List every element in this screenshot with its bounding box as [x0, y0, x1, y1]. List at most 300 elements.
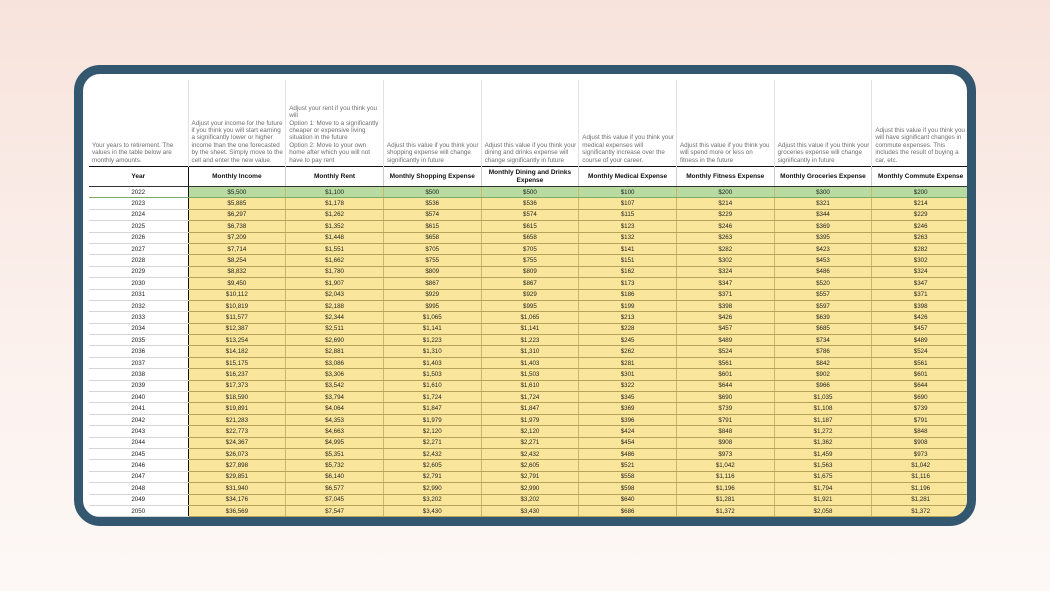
cell-monthly-income[interactable]: $10,819 — [188, 300, 286, 311]
year-cell[interactable]: 2035 — [89, 335, 188, 346]
cell-monthly-shopping-expense[interactable]: $755 — [383, 255, 481, 266]
cell-monthly-commute-expense[interactable]: $791 — [872, 414, 970, 425]
cell-monthly-income[interactable]: $24,367 — [188, 437, 286, 448]
cell-monthly-commute-expense[interactable]: $973 — [872, 448, 970, 459]
cell-monthly-fitness-expense[interactable]: $1,470 — [676, 517, 774, 526]
cell-monthly-rent[interactable]: $1,907 — [286, 278, 384, 289]
cell-monthly-dining-and-drinks-expense[interactable]: $809 — [481, 266, 579, 277]
projection-rows — [89, 187, 970, 527]
cell-monthly-shopping-expense[interactable]: $1,141 — [383, 323, 481, 334]
cell-monthly-fitness-expense[interactable]: $302 — [676, 255, 774, 266]
cell-monthly-medical-expense[interactable]: $107 — [579, 198, 677, 209]
year-cell[interactable]: 2050 — [89, 505, 188, 516]
cell-monthly-rent[interactable]: $1,352 — [286, 221, 384, 232]
table-row — [89, 289, 970, 300]
cell-monthly-dining-and-drinks-expense[interactable]: $500 — [481, 187, 579, 198]
cell-monthly-dining-and-drinks-expense[interactable]: $929 — [481, 289, 579, 300]
cell-monthly-dining-and-drinks-expense[interactable]: $2,605 — [481, 460, 579, 471]
year-cell[interactable]: 2028 — [89, 255, 188, 266]
cell-monthly-medical-expense[interactable]: $640 — [579, 494, 677, 505]
cell-monthly-medical-expense[interactable]: $162 — [579, 266, 677, 277]
cell-monthly-medical-expense[interactable]: $123 — [579, 221, 677, 232]
cell-monthly-dining-and-drinks-expense[interactable]: $2,791 — [481, 471, 579, 482]
cell-monthly-commute-expense[interactable]: $263 — [872, 232, 970, 243]
cell-monthly-income[interactable]: $8,832 — [188, 266, 286, 277]
cell-monthly-groceries-expense[interactable]: $1,272 — [774, 426, 872, 437]
cell-monthly-medical-expense[interactable]: $686 — [579, 505, 677, 516]
cell-monthly-shopping-expense[interactable]: $1,403 — [383, 357, 481, 368]
cell-monthly-medical-expense[interactable]: $735 — [579, 517, 677, 526]
cell-monthly-commute-expense[interactable]: $1,372 — [872, 505, 970, 516]
cell-monthly-groceries-expense[interactable]: $344 — [774, 209, 872, 220]
cell-monthly-medical-expense[interactable]: $199 — [579, 300, 677, 311]
year-cell[interactable]: 2031 — [89, 289, 188, 300]
cell-monthly-income[interactable]: $7,209 — [188, 232, 286, 243]
cell-monthly-dining-and-drinks-expense[interactable]: $1,141 — [481, 323, 579, 334]
note-monthly-income[interactable]: Adjust your income for the future if you think you will start earning a significantly lower or higher income than the one forecasted by the sheet. Simply move to the cell and enter the new value. — [188, 80, 286, 167]
cell-monthly-commute-expense[interactable]: $214 — [872, 198, 970, 209]
cell-monthly-commute-expense[interactable]: $426 — [872, 312, 970, 323]
cell-monthly-groceries-expense[interactable]: $966 — [774, 380, 872, 391]
cell-monthly-shopping-expense[interactable]: $3,202 — [383, 494, 481, 505]
cell-monthly-fitness-expense[interactable]: $1,116 — [676, 471, 774, 482]
cell-monthly-income[interactable]: $22,773 — [188, 426, 286, 437]
year-cell[interactable]: 2039 — [89, 380, 188, 391]
cell-monthly-income[interactable]: $16,237 — [188, 369, 286, 380]
cell-monthly-commute-expense[interactable]: $1,281 — [872, 494, 970, 505]
cell-monthly-fitness-expense[interactable]: $1,196 — [676, 483, 774, 494]
year-cell[interactable]: 2026 — [89, 232, 188, 243]
cell-monthly-fitness-expense[interactable]: $908 — [676, 437, 774, 448]
cell-monthly-groceries-expense[interactable]: $1,187 — [774, 414, 872, 425]
cell-monthly-groceries-expense[interactable]: $1,563 — [774, 460, 872, 471]
cell-monthly-dining-and-drinks-expense[interactable]: $1,223 — [481, 335, 579, 346]
year-cell[interactable]: 2045 — [89, 448, 188, 459]
cell-monthly-income[interactable]: $9,450 — [188, 278, 286, 289]
cell-monthly-income[interactable]: $8,254 — [188, 255, 286, 266]
cell-monthly-commute-expense[interactable]: $246 — [872, 221, 970, 232]
cell-monthly-fitness-expense[interactable]: $347 — [676, 278, 774, 289]
note-monthly-medical-expense[interactable]: Adjust this value if you think your medical expenses will significantly increase over the course of your career. — [579, 80, 677, 167]
cell-monthly-fitness-expense[interactable]: $601 — [676, 369, 774, 380]
cell-monthly-groceries-expense[interactable]: $1,794 — [774, 483, 872, 494]
cell-monthly-dining-and-drinks-expense[interactable]: $755 — [481, 255, 579, 266]
cell-monthly-shopping-expense[interactable]: $3,675 — [383, 517, 481, 526]
cell-monthly-income[interactable]: $5,885 — [188, 198, 286, 209]
year-cell[interactable]: 2040 — [89, 392, 188, 403]
header-monthly-shopping-expense[interactable]: Monthly Shopping Expense — [383, 167, 481, 187]
cell-monthly-commute-expense[interactable]: $1,470 — [872, 517, 970, 526]
cell-monthly-rent[interactable]: $1,100 — [286, 187, 384, 198]
cell-monthly-medical-expense[interactable]: $262 — [579, 346, 677, 357]
cell-monthly-dining-and-drinks-expense[interactable]: $574 — [481, 209, 579, 220]
cell-monthly-medical-expense[interactable]: $132 — [579, 232, 677, 243]
cell-monthly-commute-expense[interactable]: $1,116 — [872, 471, 970, 482]
cell-monthly-income[interactable]: $6,738 — [188, 221, 286, 232]
cell-monthly-shopping-expense[interactable]: $867 — [383, 278, 481, 289]
table-row — [89, 221, 970, 232]
cell-monthly-commute-expense[interactable]: $644 — [872, 380, 970, 391]
cell-monthly-commute-expense[interactable]: $200 — [872, 187, 970, 198]
cell-monthly-shopping-expense[interactable]: $500 — [383, 187, 481, 198]
cell-monthly-commute-expense[interactable]: $908 — [872, 437, 970, 448]
year-cell[interactable]: 2041 — [89, 403, 188, 414]
year-cell[interactable]: 2051 — [89, 517, 188, 526]
cell-monthly-dining-and-drinks-expense[interactable]: $1,503 — [481, 369, 579, 380]
cell-monthly-commute-expense[interactable]: $229 — [872, 209, 970, 220]
cell-monthly-rent[interactable]: $1,551 — [286, 243, 384, 254]
cell-monthly-income[interactable]: $31,940 — [188, 483, 286, 494]
cell-monthly-commute-expense[interactable]: $457 — [872, 323, 970, 334]
column-header-row — [89, 167, 970, 187]
year-cell[interactable]: 2043 — [89, 426, 188, 437]
cell-monthly-groceries-expense[interactable]: $1,921 — [774, 494, 872, 505]
cell-monthly-medical-expense[interactable]: $424 — [579, 426, 677, 437]
cell-monthly-dining-and-drinks-expense[interactable]: $1,724 — [481, 392, 579, 403]
cell-monthly-commute-expense[interactable]: $324 — [872, 266, 970, 277]
cell-monthly-fitness-expense[interactable]: $791 — [676, 414, 774, 425]
cell-monthly-medical-expense[interactable]: $151 — [579, 255, 677, 266]
cell-monthly-commute-expense[interactable]: $690 — [872, 392, 970, 403]
cell-monthly-shopping-expense[interactable]: $658 — [383, 232, 481, 243]
cell-monthly-medical-expense[interactable]: $558 — [579, 471, 677, 482]
cell-monthly-income[interactable]: $7,714 — [188, 243, 286, 254]
note-year[interactable]: Your years to retirement. The values in the table below are monthly amounts. — [92, 141, 174, 164]
note-monthly-shopping-expense[interactable]: Adjust this value if you think your shopping expense will change significantly in future — [383, 80, 481, 167]
cell-monthly-groceries-expense[interactable]: $786 — [774, 346, 872, 357]
year-cell[interactable]: 2037 — [89, 357, 188, 368]
cell-monthly-dining-and-drinks-expense[interactable]: $2,432 — [481, 448, 579, 459]
cell-monthly-groceries-expense[interactable]: $321 — [774, 198, 872, 209]
cell-monthly-rent[interactable]: $2,043 — [286, 289, 384, 300]
cell-monthly-rent[interactable]: $1,448 — [286, 232, 384, 243]
header-monthly-commute-expense[interactable]: Monthly Commute Expense — [872, 167, 970, 187]
cell-monthly-commute-expense[interactable]: $601 — [872, 369, 970, 380]
cell-monthly-medical-expense[interactable]: $454 — [579, 437, 677, 448]
cell-monthly-fitness-expense[interactable]: $246 — [676, 221, 774, 232]
cell-monthly-dining-and-drinks-expense[interactable]: $2,990 — [481, 483, 579, 494]
cell-monthly-rent[interactable]: $1,262 — [286, 209, 384, 220]
cell-monthly-medical-expense[interactable]: $345 — [579, 392, 677, 403]
cell-monthly-dining-and-drinks-expense[interactable]: $3,430 — [481, 505, 579, 516]
cell-monthly-rent[interactable]: $7,045 — [286, 494, 384, 505]
cell-monthly-fitness-expense[interactable]: $214 — [676, 198, 774, 209]
cell-monthly-medical-expense[interactable]: $228 — [579, 323, 677, 334]
header-monthly-income[interactable]: Monthly Income — [188, 167, 286, 187]
cell-monthly-groceries-expense[interactable]: $2,058 — [774, 505, 872, 516]
cell-monthly-income[interactable]: $39,128 — [188, 517, 286, 526]
cell-monthly-dining-and-drinks-expense[interactable]: $1,847 — [481, 403, 579, 414]
cell-monthly-fitness-expense[interactable]: $1,281 — [676, 494, 774, 505]
cell-monthly-income[interactable]: $13,254 — [188, 335, 286, 346]
cell-monthly-income[interactable]: $5,500 — [188, 187, 286, 198]
cell-monthly-shopping-expense[interactable]: $809 — [383, 266, 481, 277]
year-cell[interactable]: 2027 — [89, 243, 188, 254]
cell-monthly-income[interactable]: $34,176 — [188, 494, 286, 505]
cell-monthly-groceries-expense[interactable]: $395 — [774, 232, 872, 243]
cell-monthly-groceries-expense[interactable]: $734 — [774, 335, 872, 346]
table-row — [89, 392, 970, 403]
cell-monthly-groceries-expense[interactable]: $423 — [774, 243, 872, 254]
cell-monthly-commute-expense[interactable]: $739 — [872, 403, 970, 414]
header-monthly-dining-and-drinks-expense[interactable]: Monthly Dining and Drinks Expense — [481, 167, 579, 187]
cell-monthly-dining-and-drinks-expense[interactable]: $705 — [481, 243, 579, 254]
header-year[interactable]: Year — [89, 167, 188, 187]
cell-monthly-dining-and-drinks-expense[interactable]: $1,610 — [481, 380, 579, 391]
note-monthly-commute-expense[interactable]: Adjust this value if you think you will have significant changes in commute expenses. This includes the result of buying a car, etc. — [872, 80, 970, 167]
year-cell[interactable]: 2034 — [89, 323, 188, 334]
table-row — [89, 266, 970, 277]
cell-monthly-fitness-expense[interactable]: $282 — [676, 243, 774, 254]
cell-monthly-shopping-expense[interactable]: $1,610 — [383, 380, 481, 391]
cell-monthly-dining-and-drinks-expense[interactable]: $615 — [481, 221, 579, 232]
table-row — [89, 494, 970, 505]
cell-monthly-rent[interactable]: $4,995 — [286, 437, 384, 448]
cell-monthly-medical-expense[interactable]: $486 — [579, 448, 677, 459]
cell-monthly-income[interactable]: $11,577 — [188, 312, 286, 323]
cell-monthly-commute-expense[interactable]: $561 — [872, 357, 970, 368]
year-cell[interactable]: 2033 — [89, 312, 188, 323]
cell-monthly-rent[interactable]: $5,351 — [286, 448, 384, 459]
cell-monthly-fitness-expense[interactable]: $426 — [676, 312, 774, 323]
cell-monthly-shopping-expense[interactable]: $1,847 — [383, 403, 481, 414]
cell-monthly-medical-expense[interactable]: $396 — [579, 414, 677, 425]
table-row — [89, 323, 970, 334]
year-cell[interactable]: 2046 — [89, 460, 188, 471]
cell-monthly-shopping-expense[interactable]: $1,979 — [383, 414, 481, 425]
cell-monthly-commute-expense[interactable]: $347 — [872, 278, 970, 289]
cell-monthly-income[interactable]: $6,297 — [188, 209, 286, 220]
cell-monthly-rent[interactable]: $6,140 — [286, 471, 384, 482]
cell-monthly-groceries-expense[interactable]: $1,108 — [774, 403, 872, 414]
cell-monthly-shopping-expense[interactable]: $3,430 — [383, 505, 481, 516]
cell-monthly-dining-and-drinks-expense[interactable]: $3,675 — [481, 517, 579, 526]
cell-monthly-rent[interactable]: $1,662 — [286, 255, 384, 266]
cell-monthly-groceries-expense[interactable]: $453 — [774, 255, 872, 266]
cell-monthly-dining-and-drinks-expense[interactable]: $1,403 — [481, 357, 579, 368]
cell-monthly-shopping-expense[interactable]: $615 — [383, 221, 481, 232]
year-cell[interactable]: 2025 — [89, 221, 188, 232]
cell-monthly-commute-expense[interactable]: $302 — [872, 255, 970, 266]
cell-monthly-income[interactable]: $29,851 — [188, 471, 286, 482]
cell-monthly-income[interactable]: $15,175 — [188, 357, 286, 368]
cell-monthly-rent[interactable]: $3,794 — [286, 392, 384, 403]
cell-monthly-rent[interactable]: $3,542 — [286, 380, 384, 391]
cell-monthly-rent[interactable]: $2,344 — [286, 312, 384, 323]
year-cell[interactable]: 2036 — [89, 346, 188, 357]
cell-monthly-medical-expense[interactable]: $141 — [579, 243, 677, 254]
cell-monthly-fitness-expense[interactable]: $524 — [676, 346, 774, 357]
cell-monthly-dining-and-drinks-expense[interactable]: $1,979 — [481, 414, 579, 425]
cell-monthly-shopping-expense[interactable]: $705 — [383, 243, 481, 254]
cell-monthly-commute-expense[interactable]: $489 — [872, 335, 970, 346]
cell-monthly-groceries-expense[interactable]: $2,205 — [774, 517, 872, 526]
cell-monthly-groceries-expense[interactable]: $1,362 — [774, 437, 872, 448]
cell-monthly-fitness-expense[interactable]: $848 — [676, 426, 774, 437]
cell-monthly-rent[interactable]: $4,353 — [286, 414, 384, 425]
year-cell[interactable]: 2030 — [89, 278, 188, 289]
cell-monthly-shopping-expense[interactable]: $1,223 — [383, 335, 481, 346]
cell-monthly-groceries-expense[interactable]: $520 — [774, 278, 872, 289]
cell-monthly-shopping-expense[interactable]: $929 — [383, 289, 481, 300]
cell-monthly-medical-expense[interactable]: $521 — [579, 460, 677, 471]
cell-monthly-medical-expense[interactable]: $598 — [579, 483, 677, 494]
cell-monthly-shopping-expense[interactable]: $574 — [383, 209, 481, 220]
cell-monthly-income[interactable]: $27,898 — [188, 460, 286, 471]
cell-monthly-groceries-expense[interactable]: $1,035 — [774, 392, 872, 403]
table-row — [89, 471, 970, 482]
cell-monthly-medical-expense[interactable]: $322 — [579, 380, 677, 391]
cell-monthly-fitness-expense[interactable]: $200 — [676, 187, 774, 198]
header-monthly-groceries-expense[interactable]: Monthly Groceries Expense — [774, 167, 872, 187]
cell-monthly-fitness-expense[interactable]: $489 — [676, 335, 774, 346]
year-cell[interactable]: 2042 — [89, 414, 188, 425]
cell-monthly-groceries-expense[interactable]: $1,459 — [774, 448, 872, 459]
cell-monthly-rent[interactable]: $7,547 — [286, 505, 384, 516]
cell-monthly-fitness-expense[interactable]: $1,042 — [676, 460, 774, 471]
cell-monthly-commute-expense[interactable]: $371 — [872, 289, 970, 300]
cell-monthly-rent[interactable]: $2,690 — [286, 335, 384, 346]
cell-monthly-shopping-expense[interactable]: $1,503 — [383, 369, 481, 380]
cell-monthly-shopping-expense[interactable]: $1,310 — [383, 346, 481, 357]
cell-monthly-income[interactable]: $17,373 — [188, 380, 286, 391]
cell-monthly-rent[interactable]: $1,178 — [286, 198, 384, 209]
cell-monthly-income[interactable]: $26,073 — [188, 448, 286, 459]
cell-monthly-rent[interactable]: $2,881 — [286, 346, 384, 357]
cell-monthly-income[interactable]: $12,387 — [188, 323, 286, 334]
header-monthly-rent[interactable]: Monthly Rent — [286, 167, 384, 187]
cell-monthly-fitness-expense[interactable]: $263 — [676, 232, 774, 243]
cell-monthly-shopping-expense[interactable]: $2,791 — [383, 471, 481, 482]
cell-monthly-medical-expense[interactable]: $115 — [579, 209, 677, 220]
cell-monthly-groceries-expense[interactable]: $369 — [774, 221, 872, 232]
cell-monthly-shopping-expense[interactable]: $2,120 — [383, 426, 481, 437]
cell-monthly-fitness-expense[interactable]: $739 — [676, 403, 774, 414]
cell-monthly-dining-and-drinks-expense[interactable]: $2,120 — [481, 426, 579, 437]
cell-monthly-shopping-expense[interactable]: $2,990 — [383, 483, 481, 494]
cell-monthly-rent[interactable]: $3,306 — [286, 369, 384, 380]
cell-monthly-groceries-expense[interactable]: $597 — [774, 300, 872, 311]
cell-monthly-groceries-expense[interactable]: $685 — [774, 323, 872, 334]
cell-monthly-dining-and-drinks-expense[interactable]: $1,310 — [481, 346, 579, 357]
year-cell[interactable]: 2047 — [89, 471, 188, 482]
cell-monthly-income[interactable]: $10,112 — [188, 289, 286, 300]
cell-monthly-fitness-expense[interactable]: $690 — [676, 392, 774, 403]
cell-monthly-dining-and-drinks-expense[interactable]: $536 — [481, 198, 579, 209]
cell-monthly-rent[interactable]: $4,663 — [286, 426, 384, 437]
cell-monthly-dining-and-drinks-expense[interactable]: $995 — [481, 300, 579, 311]
cell-monthly-dining-and-drinks-expense[interactable]: $1,065 — [481, 312, 579, 323]
cell-monthly-fitness-expense[interactable]: $371 — [676, 289, 774, 300]
year-cell[interactable]: 2044 — [89, 437, 188, 448]
cell-monthly-commute-expense[interactable]: $398 — [872, 300, 970, 311]
cell-monthly-medical-expense[interactable]: $186 — [579, 289, 677, 300]
cell-monthly-groceries-expense[interactable]: $486 — [774, 266, 872, 277]
cell-monthly-rent[interactable]: $5,732 — [286, 460, 384, 471]
year-cell[interactable]: 2023 — [89, 198, 188, 209]
header-monthly-medical-expense[interactable]: Monthly Medical Expense — [579, 167, 677, 187]
cell-monthly-income[interactable]: $21,283 — [188, 414, 286, 425]
cell-monthly-fitness-expense[interactable]: $1,372 — [676, 505, 774, 516]
table-row — [89, 505, 970, 516]
cell-monthly-medical-expense[interactable]: $213 — [579, 312, 677, 323]
cell-monthly-fitness-expense[interactable]: $229 — [676, 209, 774, 220]
cell-monthly-medical-expense[interactable]: $369 — [579, 403, 677, 414]
cell-monthly-medical-expense[interactable]: $245 — [579, 335, 677, 346]
cell-monthly-rent[interactable]: $4,064 — [286, 403, 384, 414]
year-cell[interactable]: 2038 — [89, 369, 188, 380]
year-cell[interactable]: 2024 — [89, 209, 188, 220]
cell-monthly-fitness-expense[interactable]: $457 — [676, 323, 774, 334]
cell-monthly-income[interactable]: $18,590 — [188, 392, 286, 403]
cell-monthly-dining-and-drinks-expense[interactable]: $658 — [481, 232, 579, 243]
cell-monthly-commute-expense[interactable]: $282 — [872, 243, 970, 254]
cell-monthly-shopping-expense[interactable]: $1,724 — [383, 392, 481, 403]
cell-monthly-commute-expense[interactable]: $524 — [872, 346, 970, 357]
cell-monthly-groceries-expense[interactable]: $1,675 — [774, 471, 872, 482]
cell-monthly-medical-expense[interactable]: $301 — [579, 369, 677, 380]
cell-monthly-shopping-expense[interactable]: $2,432 — [383, 448, 481, 459]
note-monthly-fitness-expense[interactable]: Adjust this value if you think you will spend more or less on fitness in the future — [676, 80, 774, 167]
cell-monthly-shopping-expense[interactable]: $1,065 — [383, 312, 481, 323]
cell-monthly-groceries-expense[interactable]: $842 — [774, 357, 872, 368]
cell-monthly-groceries-expense[interactable]: $300 — [774, 187, 872, 198]
cell-monthly-fitness-expense[interactable]: $973 — [676, 448, 774, 459]
note-monthly-dining-and-drinks-expense[interactable]: Adjust this value if you think your dining and drinks expense will change significantly in future — [481, 80, 579, 167]
year-cell[interactable]: 2029 — [89, 266, 188, 277]
cell-monthly-medical-expense[interactable]: $100 — [579, 187, 677, 198]
cell-monthly-income[interactable]: $14,182 — [188, 346, 286, 357]
cell-monthly-medical-expense[interactable]: $173 — [579, 278, 677, 289]
header-monthly-fitness-expense[interactable]: Monthly Fitness Expense — [676, 167, 774, 187]
retirement-expense-sheet — [89, 80, 970, 526]
cell-monthly-income[interactable]: $36,569 — [188, 505, 286, 516]
note-monthly-groceries-expense[interactable]: Adjust this value if you think your groceries expense will change significantly in future — [774, 80, 872, 167]
cell-monthly-fitness-expense[interactable]: $324 — [676, 266, 774, 277]
cell-monthly-rent[interactable]: $6,577 — [286, 483, 384, 494]
cell-monthly-fitness-expense[interactable]: $398 — [676, 300, 774, 311]
cell-monthly-commute-expense[interactable]: $848 — [872, 426, 970, 437]
cell-monthly-rent[interactable]: $2,188 — [286, 300, 384, 311]
cell-monthly-groceries-expense[interactable]: $902 — [774, 369, 872, 380]
cell-monthly-groceries-expense[interactable]: $639 — [774, 312, 872, 323]
year-cell[interactable]: 2049 — [89, 494, 188, 505]
cell-monthly-income[interactable]: $19,891 — [188, 403, 286, 414]
cell-monthly-dining-and-drinks-expense[interactable]: $3,202 — [481, 494, 579, 505]
cell-monthly-rent[interactable]: $3,086 — [286, 357, 384, 368]
note-monthly-rent[interactable]: Adjust your rent if you think you will Option 1: Move to a significantly cheaper or expensive living situation in the future Option 2: Move to your own home after which you will not have to pay rent — [286, 80, 384, 167]
year-cell[interactable]: 2032 — [89, 300, 188, 311]
cell-monthly-shopping-expense[interactable]: $995 — [383, 300, 481, 311]
table-row — [89, 380, 970, 391]
cell-monthly-groceries-expense[interactable]: $557 — [774, 289, 872, 300]
cell-monthly-shopping-expense[interactable]: $2,271 — [383, 437, 481, 448]
cell-monthly-shopping-expense[interactable]: $2,605 — [383, 460, 481, 471]
cell-monthly-shopping-expense[interactable]: $536 — [383, 198, 481, 209]
cell-monthly-commute-expense[interactable]: $1,042 — [872, 460, 970, 471]
cell-monthly-rent[interactable]: $2,511 — [286, 323, 384, 334]
cell-monthly-rent[interactable]: $1,780 — [286, 266, 384, 277]
cell-monthly-fitness-expense[interactable]: $561 — [676, 357, 774, 368]
cell-monthly-rent[interactable]: $8,084 — [286, 517, 384, 526]
year-cell[interactable]: 2048 — [89, 483, 188, 494]
cell-monthly-fitness-expense[interactable]: $644 — [676, 380, 774, 391]
cell-monthly-dining-and-drinks-expense[interactable]: $2,271 — [481, 437, 579, 448]
year-cell[interactable]: 2022 — [89, 187, 188, 198]
cell-monthly-medical-expense[interactable]: $281 — [579, 357, 677, 368]
cell-monthly-dining-and-drinks-expense[interactable]: $867 — [481, 278, 579, 289]
cell-monthly-commute-expense[interactable]: $1,196 — [872, 483, 970, 494]
